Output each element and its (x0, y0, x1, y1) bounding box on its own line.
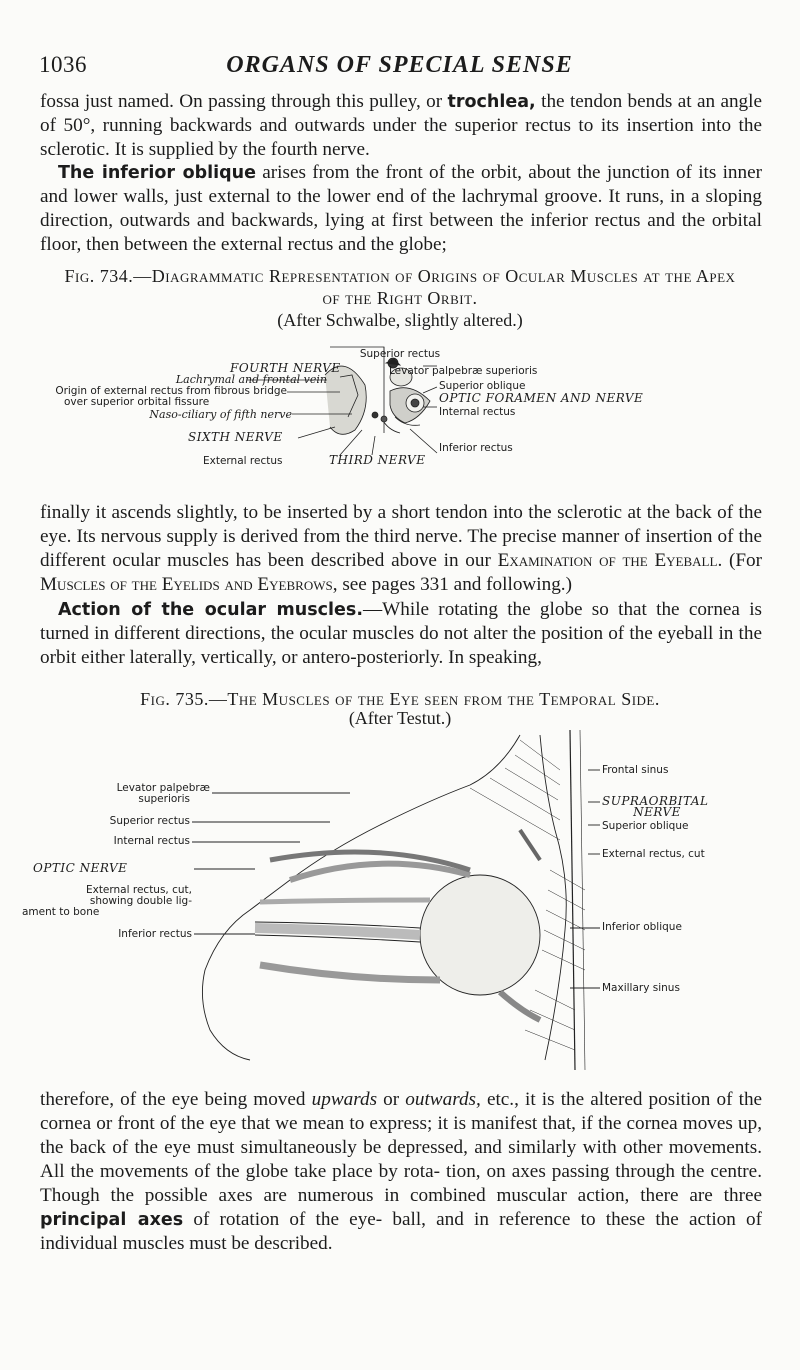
label-fourth-nerve: FOURTH NERVE (230, 361, 341, 375)
label-levator-1: Levator palpebræ (116, 782, 210, 794)
label-external-cut-3: ament to bone (22, 906, 100, 918)
paragraph-1-text: fossa just named. On passing through this pulley, or trochlea, the tendon bends at an angle of 50°, running backwards and outwards under the superior rectus to its insertion into the sclerotic. It is supplied by the fourth nerve. (40, 91, 762, 160)
figure-735-caption-line: Fig. 735.—The Muscles of the Eye seen from the Temporal Side. (140, 689, 660, 709)
paragraph-3-ref-2: Muscles of the Eyelids and Eyebrows, (40, 574, 338, 595)
label-levator: Levator palpebræ superioris (389, 365, 538, 377)
inferior-oblique-heading: The inferior oblique (58, 163, 256, 183)
label-naso-ciliary: Naso-ciliary of fifth nerve (149, 408, 292, 421)
label-inferior-rectus-735: Inferior rectus (118, 928, 192, 940)
paragraph-5-text: etc., it is the altered position of the cornea or front of the eye that we mean to express; it is manifest that, if the cornea moves up, the back of the eye must simultaneously be depressed, and similarly with other movements. All the movements of the globe take place by rota- tion, on axes passing through the centre. Though the possible axes are numerous in combined muscular action, there are three (40, 1089, 763, 1206)
paragraph-5-start: therefore, of the eye being moved (40, 1089, 306, 1110)
paragraph-1 (40, 90, 762, 162)
label-superior-oblique-735: Superior oblique (602, 820, 689, 832)
label-superior-oblique: Superior oblique (439, 380, 526, 392)
paragraph-3 (40, 501, 762, 597)
paragraph-5-outwards: outwards, (405, 1089, 481, 1110)
label-external-cut-1: External rectus, cut, (85, 884, 192, 896)
paragraph-5-upwards: upwards (311, 1089, 378, 1110)
paragraph-2-text: arises from the front of the orbit, about the junction of its inner and lower walls, just external to the lower end of the lachrymal groove. It runs, in a sloping direction, outwards and backwards, lying at first between the inferior rectus and the orbital floor, then between the external rectus and the globe; (40, 162, 763, 255)
paragraph-4 (40, 598, 762, 670)
action-heading: Action of the ocular muscles. (58, 600, 363, 620)
figure-734-caption-line-2: of the Right Orbit. (322, 288, 478, 308)
label-supraorbital-2: NERVE (633, 805, 681, 819)
label-lachrymal-vein: Lachrymal and frontal vein (175, 373, 327, 386)
label-third-nerve: THIRD NERVE (329, 453, 426, 467)
label-internal-rectus-735: Internal rectus (113, 835, 190, 847)
label-frontal-sinus: Frontal sinus (602, 764, 669, 776)
running-title: ORGANS OF SPECIAL SENSE (226, 52, 573, 78)
label-superior-rectus: Superior rectus (359, 348, 441, 360)
paragraph-5-end: of rotation of the eye- ball, and in reference to these the action of individual muscles must be described. (40, 1209, 763, 1254)
page-header (39, 52, 760, 82)
label-origin-external-2: over superior orbital fissure (64, 396, 210, 408)
label-supraorbital-1: SUPRAORBITAL (602, 794, 709, 808)
paragraph-3-text: finally it ascends slightly, to be inserted by a short tendon into the sclerotic at the back of the eye. Its nervous supply is derived from the third nerve. The precise manner of insertion of the different ocular muscles has been described above in our (40, 502, 762, 571)
label-maxillary-sinus: Maxillary sinus (602, 982, 680, 994)
paragraph-3-mid: (For (728, 550, 763, 571)
label-sixth-nerve: SIXTH NERVE (188, 430, 283, 444)
label-inferior-rectus: Inferior rectus (439, 442, 513, 454)
label-optic-foramen: OPTIC FORAMEN AND NERVE (439, 391, 644, 405)
principal-axes-heading: principal axes (40, 1210, 184, 1230)
figure-734-caption-line-1: Fig. 734.—Diagrammatic Representation of Origins of Ocular Muscles at the Apex (64, 266, 736, 286)
label-inferior-oblique: Inferior oblique (602, 921, 682, 933)
paragraph-4-text: —While rotating the globe so that the cornea is turned in different directions, the ocular muscles do not alter the position of the eyeball in the orbit either laterally, vertically, or antero-posteriorly. In speaking, (40, 599, 762, 668)
label-optic-nerve: OPTIC NERVE (33, 861, 128, 875)
label-internal-rectus: Internal rectus (439, 406, 516, 418)
figure-735-subcaption: (After Testut.) (348, 708, 452, 728)
paragraph-3-end: see pages 331 and following.) (342, 574, 572, 595)
trochlea-term: trochlea, (447, 92, 536, 112)
figure-734-diagram (0, 335, 800, 485)
page-number: 1036 (39, 52, 87, 77)
paragraph-3-ref-1: Examination of the Eyeball. (497, 550, 723, 571)
label-levator-2: superioris (138, 793, 190, 805)
paragraph-5-or: or (383, 1089, 400, 1110)
label-external-cut-2: showing double lig- (89, 895, 192, 907)
label-origin-external-1: Origin of external rectus from fibrous bridge (55, 385, 287, 397)
figure-734-subcaption: (After Schwalbe, slightly altered.) (277, 310, 523, 330)
label-external-rectus: External rectus (203, 455, 283, 467)
label-external-rectus-cut: External rectus, cut (602, 848, 705, 860)
label-superior-rectus-735: Superior rectus (109, 815, 190, 827)
figure-735-caption (40, 688, 760, 710)
figure-735-diagram (0, 730, 800, 1070)
figure-734-caption (40, 265, 760, 309)
paragraph-2 (40, 161, 762, 257)
paragraph-5 (40, 1088, 762, 1256)
